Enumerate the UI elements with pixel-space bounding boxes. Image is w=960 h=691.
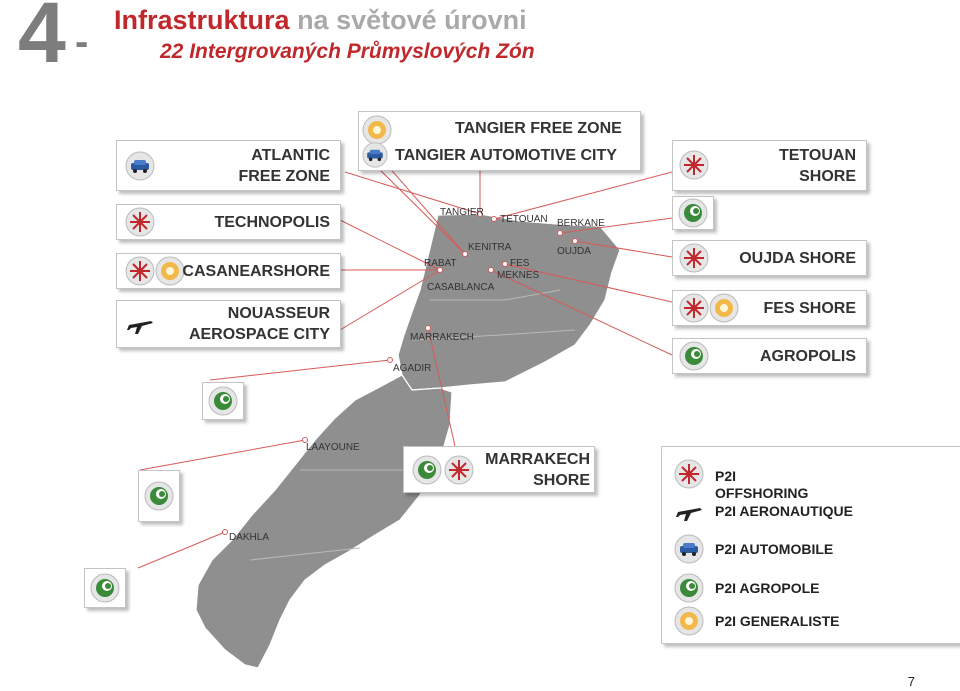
city-meknes: MEKNES [497,270,540,281]
zone-label-oujda-shore: OUJDA SHORE [739,250,856,267]
title-rest: na světové úrovni [297,5,527,35]
zone-label-nouasseur: NOUASSEUR AEROSPACE CITY [188,305,330,343]
sun-gear-icon [362,115,392,145]
red-arrows-cross-icon [679,293,709,323]
city-agadir: AGADIR [393,363,432,374]
green-leaf-icon [679,341,709,371]
green-leaf-icon [90,573,120,603]
sun-gear-icon [709,293,739,323]
section-dash: - [75,20,89,64]
zone-agadir [202,382,244,420]
blue-car-icon [674,534,704,564]
title-main: Infrastruktura [114,5,290,35]
airplane-icon [674,496,704,526]
zone-technopolis [116,204,341,240]
city-berkane: BERKANE [557,218,605,229]
zone-label-tangier-free-zone: TANGIER FREE ZONE [455,120,622,137]
zone-dakhla [84,568,126,608]
green-leaf-icon [674,573,704,603]
city-tangier: TANGIER [440,207,484,218]
zone-label-tangier-automotive-city: TANGIER AUTOMOTIVE CITY [395,147,617,164]
blue-car-icon [362,142,388,168]
legend-generaliste: P2I GENERALISTE [715,613,840,629]
zone-marrakech-shore [403,446,595,493]
zone-label-casanearshore: CASANEARSHORE [182,263,330,280]
green-leaf-icon [208,386,238,416]
city-laayoune: LAAYOUNE [306,442,360,453]
city-casablanca: CASABLANCA [427,282,495,293]
zone-oujda-shore [672,240,867,276]
legend-agropole: P2I AGROPOLE [715,580,820,596]
city-kenitra: KENITRA [468,242,512,253]
red-arrows-cross-icon [674,459,704,489]
red-arrows-cross-icon [679,243,709,273]
green-leaf-icon [144,481,174,511]
zone-casanearshore [116,253,341,289]
zone-agropolis [672,338,867,374]
zone-tetouan-shore [672,140,867,191]
city-tetouan: TETOUAN [500,214,548,225]
city-rabat: RABAT [424,258,457,269]
section-number: 4 [18,0,66,81]
red-arrows-cross-icon [125,256,155,286]
page-subtitle: 22 Intergrovaných Průmyslových Zón [160,40,535,63]
legend-automobile: P2I AUTOMOBILE [715,541,834,557]
blue-car-icon [125,151,155,181]
zone-laayoune [138,470,180,522]
zone-berkane [672,196,714,230]
sun-gear-icon [674,606,704,636]
zone-label-technopolis: TECHNOPOLIS [214,214,330,231]
zone-atlantic-free-zone [116,140,341,191]
zone-tangier [358,111,641,171]
zone-label-agropolis: AGROPOLIS [759,348,856,365]
airplane-icon [125,309,155,339]
legend-offshoring: P2I OFFSHORING [715,468,809,501]
zone-label-atlantic: ATLANTIC FREE ZONE [238,147,330,185]
page-number: 7 [907,674,915,689]
legend-aeronautique: P2I AERONAUTIQUE [715,503,853,519]
city-marrakech: MARRAKECH [410,332,474,343]
zone-label-fes-shore: FES SHORE [763,300,856,317]
sun-gear-icon [155,256,185,286]
city-fes: FES [510,258,530,269]
red-arrows-cross-icon [679,150,709,180]
zone-label-marrakech-shore: MARRAKECH SHORE [485,451,590,489]
green-leaf-icon [412,455,442,485]
city-dakhla: DAKHLA [229,532,270,543]
zone-fes-shore [672,290,867,326]
red-arrows-cross-icon [125,207,155,237]
red-arrows-cross-icon [444,455,474,485]
legend [661,446,960,644]
city-oujda: OUJDA [557,246,591,257]
green-leaf-icon [678,198,708,228]
zone-nouasseur [116,300,341,348]
zone-label-tetouan: TETOUAN SHORE [778,147,856,185]
